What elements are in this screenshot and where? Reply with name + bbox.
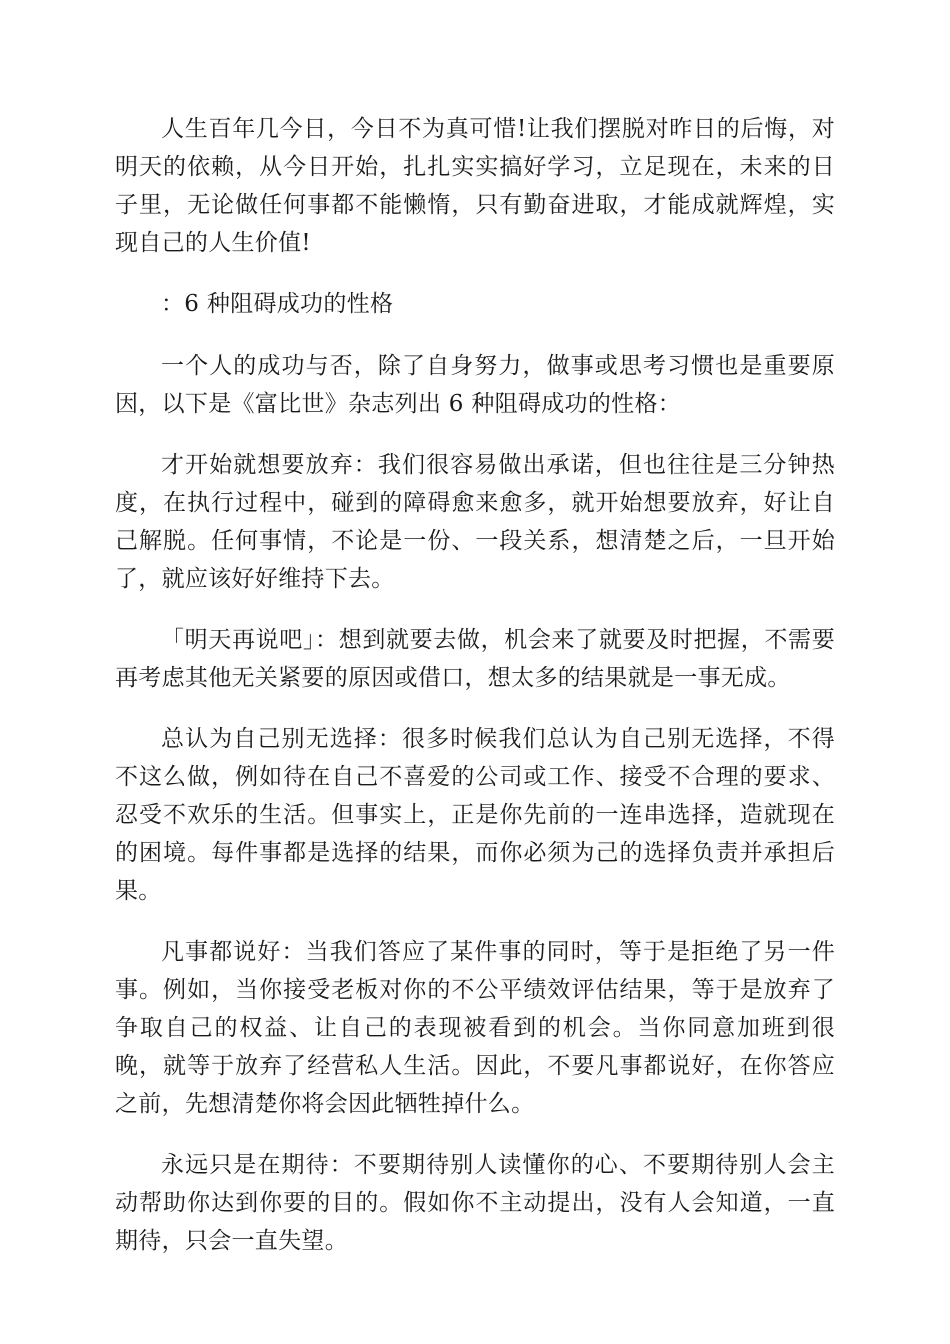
trait-paragraph-no-choice: 总认为自己别无选择：很多时候我们总认为自己别无选择，不得不这么做，例如待在自己不喜爱的公司或工作、接受不合理的要求、忍受不欢乐的生活。但事实上，正是你先前的一连串选择，造就现在的困境。每件事都是选择的结果，而你必须为己的选择负责并承担后果。 (115, 726, 835, 904)
trait-paragraph-tomorrow: 「明天再说吧」：想到就要去做，机会来了就要及时把握，不需要再考虑其他无关紧要的原因或借口，想太多的结果就是一事无成。 (115, 627, 835, 691)
intro-paragraph: 人生百年几今日，今日不为真可惜!让我们摆脱对昨日的后悔，对明天的依赖，从今日开始，扎扎实实搞好学习，立足现在，未来的日子里，无论做任何事都不能懒惰，只有勤奋进取，才能成就辉煌，实现自己的人生价值! (115, 116, 835, 256)
trait-paragraph-say-yes: 凡事都说好：当我们答应了某件事的同时，等于是拒绝了另一件事。例如，当你接受老板对你的不公平绩效评估结果，等于是放弃了争取自己的权益、让自己的表现被看到的机会。当你同意加班到很晚，就等于放弃了经营私人生活。因此，不要凡事都说好，在你答应之前，先想清楚你将会因此牺牲掉什么。 (115, 939, 835, 1117)
document-page (115, 110, 835, 1283)
lead-paragraph: 一个人的成功与否，除了自身努力，做事或思考习惯也是重要原因，以下是《富比世》杂志列出 6 种阻碍成功的性格： (115, 353, 835, 417)
trait-paragraph-waiting: 永远只是在期待：不要期待别人读懂你的心、不要期待别人会主动帮助你达到你要的目的。假如你不主动提出，没有人会知道，一直期待，只会一直失望。 (115, 1152, 835, 1254)
trait-paragraph-give-up: 才开始就想要放弃：我们很容易做出承诺，但也往往是三分钟热度，在执行过程中，碰到的障碍愈来愈多，就开始想要放弃，好让自己解脱。任何事情，不论是一份、一段关系，想清楚之后，一旦开始了，就应该好好维持下去。 (115, 452, 835, 592)
section-heading: ：6 种阻碍成功的性格 (161, 291, 394, 317)
